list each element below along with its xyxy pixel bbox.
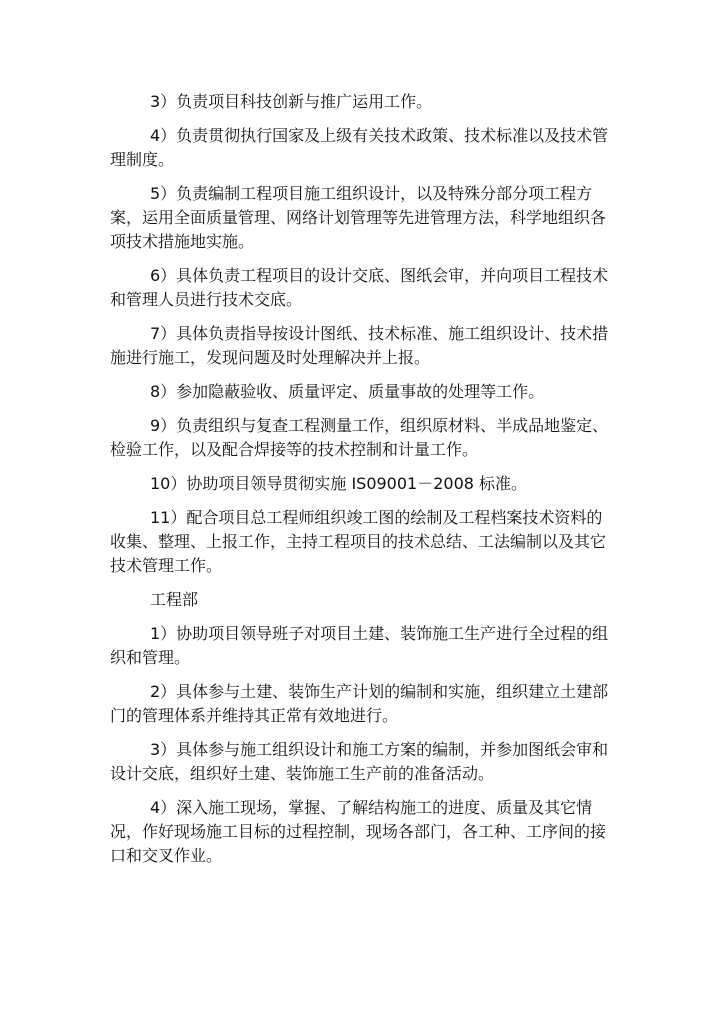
paragraph: 10）协助项目领导贯彻实施 IS09001－2008 标准。	[150, 474, 528, 493]
paragraph: 7）具体负责指导按设计图纸、技术标准、施工组织设计、技术措施进行施工，发现问题及时处理解决并上报。	[110, 324, 609, 367]
paragraph: 3）具体参与施工组织设计和施工方案的编制，并参加图纸会审和设计交底，组织好土建、装饰施工生产前的准备活动。	[110, 740, 609, 783]
section-heading: 工程部	[150, 590, 199, 609]
paragraph: 11）配合项目总工程师组织竣工图的绘制及工程档案技术资料的收集、整理、上报工作，主持工程项目的技术总结、工法编制以及其它技术管理工作。	[110, 508, 607, 575]
paragraph: 3）负责项目科技创新与推广运用工作。	[150, 92, 433, 111]
paragraph: 1）协助项目领导班子对项目土建、装饰施工生产进行全过程的组织和管理。	[110, 624, 609, 667]
paragraph: 2）具体参与土建、装饰生产计划的编制和实施，组织建立土建部门的管理体系并维持其正常有效地进行。	[110, 682, 609, 725]
paragraph: 6）具体负责工程项目的设计交底、图纸会审，并向项目工程技术和管理人员进行技术交底。	[110, 266, 609, 309]
paragraph: 9）负责组织与复查工程测量工作，组织原材料、半成品地鉴定、检验工作，以及配合焊接等的技术控制和计量工作。	[110, 416, 609, 459]
paragraph: 4）负责贯彻执行国家及上级有关技术政策、技术标准以及技术管理制度。	[110, 126, 609, 169]
paragraph: 4）深入施工现场，掌握、了解结构施工的进度、质量及其它情况，作好现场施工目标的过程控制，现场各部门，各工种、工序间的接口和交叉作业。	[110, 798, 607, 865]
document-body	[110, 90, 618, 878]
paragraph: 5）负责编制工程项目施工组织设计，以及特殊分部分项工程方案，运用全面质量管理、网络计划管理等先进管理方法，科学地组织各项技术措施地实施。	[110, 184, 607, 251]
paragraph: 8）参加隐蔽验收、质量评定、质量事故的处理等工作。	[150, 382, 545, 401]
